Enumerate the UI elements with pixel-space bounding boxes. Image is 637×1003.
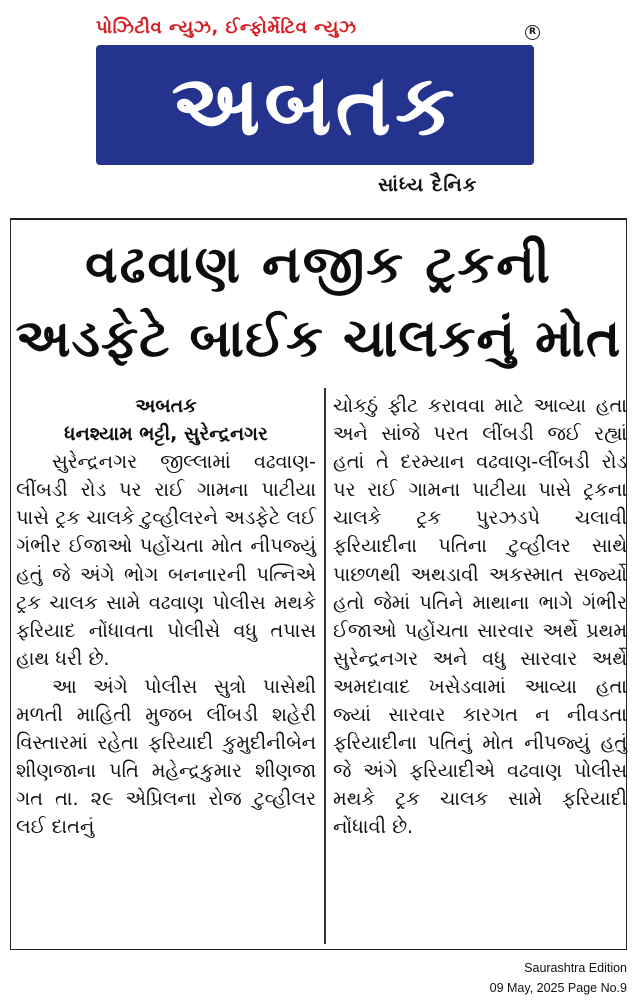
masthead-subbrand: સાંધ્ય દૈનિક xyxy=(378,174,478,196)
masthead-tagline: પોઝિટીવ ન્યુઝ, ઈન્ફોર્મેટિવ ન્યુઝ xyxy=(96,17,357,38)
headline-line-1: વઢવાણ નજીક ટ્રકની xyxy=(85,235,552,295)
byline-source: અબતક xyxy=(135,395,197,417)
edition-label: Saurashtra Edition xyxy=(524,961,627,975)
article-headline xyxy=(10,228,627,376)
date-page-label: 09 May, 2025 Page No.9 xyxy=(489,981,627,995)
column-divider xyxy=(324,388,326,944)
registered-mark-icon: R xyxy=(525,25,540,40)
headline-line-2: અડફેટે બાઈક ચાલકનું મોત xyxy=(15,309,622,369)
page-footer xyxy=(490,958,627,998)
byline-author: ધનશ્યામ ભટ્ટી, સુરેન્દ્રનગર xyxy=(64,423,268,446)
abtak-logo: અબતક xyxy=(96,45,534,165)
article-paragraph-1: સુરેન્દ્રનગર જીલ્લામાં વઢવાણ-લીંબડી રોડ પર રાઈ ગામના પાટીયા પાસે ટ્રક ચાલકે ટુવ્હીલરને અડફેટે લઈ ગંભીર ઈજાઓ પહોંચતા મોત નીપજ્યું હતું જે અંગે ભોગ બનનારની પત્નિએ ટ્રક ચાલક સામે વઢવાણ પોલીસ મથકે ફરિયાદ નોંધાવતા પોલીસે વધુ તપાસ હાથ ધરી છે. xyxy=(16,450,316,670)
article-column-right xyxy=(333,392,627,842)
article-column-left xyxy=(16,392,316,842)
article-paragraph-3: ચોકઠું ફીટ કરાવવા માટે આવ્યા હતા અને સાંજે પરત લીંબડી જઈ રહ્યાં હતાં તે દરમ્યાન વઢવાણ-લીંબડી રોડ પર રાઈ ગામના પાટીયા પાસે ટ્રકના ચાલકે ટ્રક પુરઝડપે ચલાવી ફરિયાદીના પતિના ટુવ્હીલર સાથે પાછળથી અથડાવી અકસ્માત સર્જ્યો હતો જેમાં પતિને માથાના ભાગે ગંભીર ઈજાઓ પહોંચતા સારવાર અર્થે પ્રથમ સુરેન્દ્રનગર અને વધુ સારવાર અર્થે અમદાવાદ ખસેડવામાં આવ્યા હતા જ્યાં સારવાર કારગત ન નીવડતા ફરિયાદીના પતિનું મોત નીપજ્યું હતું જે અંગે ફરિયાદીએ વઢવાણ પોલીસ મથકે ટ્રક ચાલક સામે ફરિયાદી નોંધાવી છે. xyxy=(333,394,627,839)
article-paragraph-2: આ અંગે પોલીસ સુત્રો પાસેથી મળતી માહિતી મુજબ લીંબડી શહેરી વિસ્તારમાં રહેતા ફરિયાદી કુમુદીનીબેન શીણજાના પતિ મહેન્દ્રકુમાર શીણજા ગત તા. ૨૯ એપ્રિલના રોજ ટુવ્હીલર લઈ દાતનું xyxy=(16,674,316,839)
masthead xyxy=(0,0,637,215)
